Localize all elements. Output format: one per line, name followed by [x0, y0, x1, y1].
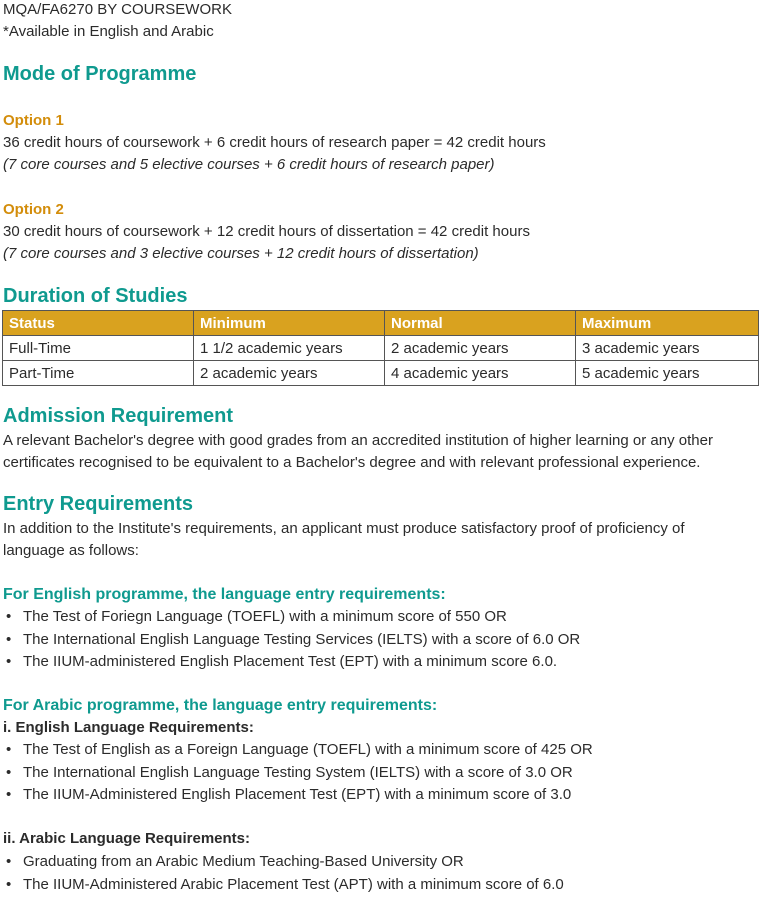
arabic-language-requirements-list: [3, 851, 564, 896]
option-1-detail: (7 core courses and 5 elective courses + 6 credit hours of research paper): [3, 156, 495, 173]
option-1-label: Option 1: [3, 112, 64, 129]
admission-text: A relevant Bachelor's degree with good grades from an accredited institution of higher learning or any other certificates recognised to be equivalent to a Bachelor's degree and with relevant professional experience.: [3, 432, 713, 471]
language-note: *Available in English and Arabic: [3, 23, 214, 40]
option-1-text: 36 credit hours of coursework + 6 credit hours of research paper = 42 credit hours: [3, 134, 546, 151]
list-item: • The Test of English as a Foreign Language (TOEFL) with a minimum score of 425 OR: [3, 739, 593, 762]
table-row: [3, 361, 759, 386]
entry-heading: Entry Requirements: [3, 493, 194, 515]
english-programme-heading: For English programme, the language entry requirements:: [3, 586, 446, 603]
table-cell: Full-Time: [3, 336, 194, 361]
option-2-detail: (7 core courses and 3 elective courses + 12 credit hours of dissertation): [3, 245, 479, 262]
mode-of-programme-heading: Mode of Programme: [3, 63, 197, 85]
column-header-maximum: Maximum: [576, 311, 759, 336]
table-cell: Part-Time: [3, 361, 194, 386]
duration-table-header-row: [3, 311, 759, 336]
list-item: • The IIUM-administered English Placement Test (EPT) with a minimum score 6.0.: [3, 651, 580, 674]
list-item: • Graduating from an Arabic Medium Teaching-Based University OR: [3, 851, 564, 874]
arabic-programme-heading: For Arabic programme, the language entry requirements:: [3, 697, 438, 714]
table-cell: 5 academic years: [576, 361, 759, 386]
list-item: • The IIUM-Administered English Placement Test (EPT) with a minimum score of 3.0: [3, 784, 593, 807]
option-2-text: 30 credit hours of coursework + 12 credit hours of dissertation = 42 credit hours: [3, 223, 530, 240]
admission-heading: Admission Requirement: [3, 405, 234, 427]
list-item: • The Test of Foriegn Language (TOEFL) with a minimum score of 550 OR: [3, 606, 580, 629]
column-header-normal: Normal: [385, 311, 576, 336]
table-cell: 2 academic years: [194, 361, 385, 386]
duration-table: [2, 310, 759, 386]
list-item: • The International English Language Testing System (IELTS) with a score of 3.0 OR: [3, 762, 593, 785]
list-item: • The IIUM-Administered Arabic Placement Test (APT) with a minimum score of 6.0: [3, 874, 564, 897]
column-header-status: Status: [3, 311, 194, 336]
programme-code: MQA/FA6270 BY COURSEWORK: [3, 1, 232, 18]
table-cell: 3 academic years: [576, 336, 759, 361]
option-2-label: Option 2: [3, 201, 64, 218]
english-requirements-list: [3, 606, 580, 674]
arabic-english-requirements-list: [3, 739, 593, 807]
english-language-subheading: i. English Language Requirements:: [3, 719, 254, 736]
table-cell: 4 academic years: [385, 361, 576, 386]
column-header-minimum: Minimum: [194, 311, 385, 336]
duration-heading: Duration of Studies: [3, 285, 188, 307]
entry-text: In addition to the Institute's requirements, an applicant must produce satisfactory proof of proficiency of language as follows:: [3, 520, 685, 559]
table-cell: 2 academic years: [385, 336, 576, 361]
arabic-language-subheading: ii. Arabic Language Requirements:: [3, 830, 250, 847]
table-cell: 1 1/2 academic years: [194, 336, 385, 361]
table-row: [3, 336, 759, 361]
list-item: • The International English Language Testing Services (IELTS) with a score of 6.0 OR: [3, 629, 580, 652]
